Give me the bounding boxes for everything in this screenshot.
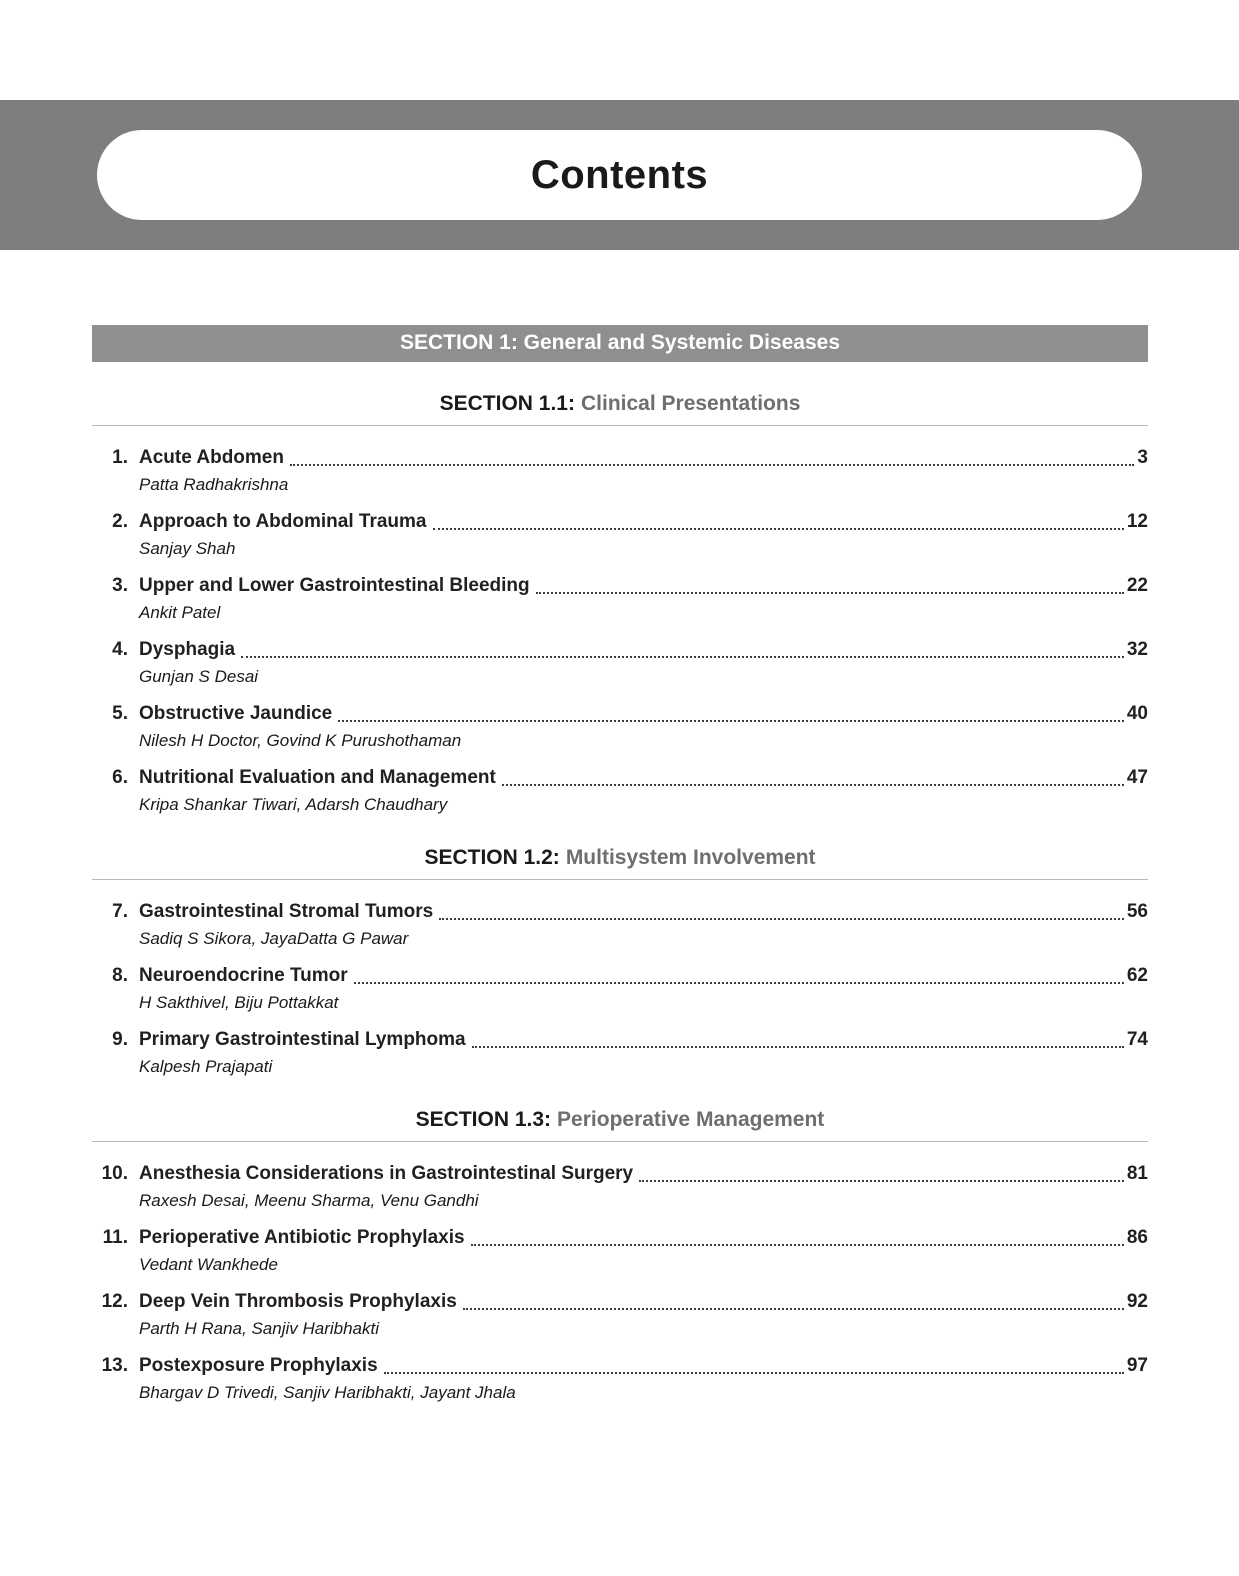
entry-page-number: 86 (1126, 1227, 1148, 1248)
entry-authors: Kripa Shankar Tiwari, Adarsh Chaudhary (139, 795, 448, 814)
entry-title: Approach to Abdominal Trauma (139, 511, 427, 532)
entry-line (92, 1226, 1148, 1250)
page-title: Contents (530, 152, 709, 197)
entry-page-number: 92 (1126, 1291, 1148, 1312)
entry-number: 8. (112, 965, 128, 986)
toc-entry (92, 574, 1148, 624)
toc-entry (92, 1226, 1148, 1276)
title-pill (97, 130, 1142, 220)
entry-page-number: 3 (1137, 447, 1148, 468)
entry-authors: Patta Radhakrishna (139, 475, 289, 494)
entry-number: 9. (112, 1029, 128, 1050)
entry-authors: Vedant Wankhede (139, 1255, 278, 1274)
entry-authors: Sanjay Shah (139, 539, 236, 558)
entry-authors: Raxesh Desai, Meenu Sharma, Venu Gandhi (139, 1191, 479, 1210)
entry-title: Primary Gastrointestinal Lymphoma (139, 1029, 466, 1050)
toc-entry (92, 638, 1148, 688)
entry-page-number: 12 (1126, 511, 1148, 532)
dot-leader (384, 1372, 1124, 1374)
dot-leader (354, 982, 1124, 984)
entry-authors: Nilesh H Doctor, Govind K Purushothaman (139, 731, 462, 750)
dot-leader (463, 1308, 1124, 1310)
entry-title: Perioperative Antibiotic Prophylaxis (139, 1227, 465, 1248)
entry-page-number: 81 (1126, 1163, 1148, 1184)
entry-number: 11. (102, 1227, 128, 1248)
subsection-heading-1-1 (92, 392, 1148, 426)
entry-title: Postexposure Prophylaxis (139, 1355, 378, 1376)
entry-title: Obstructive Jaundice (139, 703, 333, 724)
subsection-label: SECTION 1.3: (415, 1108, 552, 1131)
entry-page-number: 47 (1126, 767, 1148, 788)
subsection-label: SECTION 1.1: (439, 392, 575, 415)
entry-title: Nutritional Evaluation and Management (139, 767, 496, 788)
entry-number: 6. (112, 767, 128, 788)
entry-line (92, 1162, 1148, 1186)
entry-number: 10. (101, 1163, 128, 1184)
dot-leader (536, 592, 1124, 594)
dot-leader (502, 784, 1124, 786)
entry-authors: Bhargav D Trivedi, Sanjiv Haribhakti, Jayant Jhala (139, 1383, 516, 1402)
entry-line (92, 702, 1148, 726)
entry-page-number: 62 (1126, 965, 1148, 986)
toc-entry (92, 964, 1148, 1014)
entry-line (92, 766, 1148, 790)
entry-title: Anesthesia Considerations in Gastrointestinal Surgery (139, 1163, 634, 1184)
dot-leader (471, 1244, 1124, 1246)
entry-number: 4. (112, 639, 128, 660)
toc-entry (92, 446, 1148, 496)
toc-entry (92, 510, 1148, 560)
header-band (0, 100, 1239, 250)
dot-leader (290, 464, 1134, 466)
subsection-heading-1-2 (92, 846, 1148, 880)
toc-content (92, 325, 1148, 1418)
dot-leader (472, 1046, 1124, 1048)
dot-leader (639, 1180, 1124, 1182)
entry-title: Gastrointestinal Stromal Tumors (139, 901, 434, 922)
entry-number: 3. (112, 575, 128, 596)
entry-line (92, 964, 1148, 988)
toc-entry (92, 1028, 1148, 1078)
entry-authors: Parth H Rana, Sanjiv Haribhakti (139, 1319, 380, 1338)
subsection-name: Clinical Presentations (580, 392, 801, 415)
toc-entry (92, 766, 1148, 816)
entry-number: 12. (101, 1291, 128, 1312)
entries-section-1-2 (92, 900, 1148, 1078)
entry-line (92, 1290, 1148, 1314)
toc-entry (92, 702, 1148, 752)
entry-page-number: 32 (1126, 639, 1148, 660)
toc-entry (92, 1354, 1148, 1404)
entry-line (92, 510, 1148, 534)
entry-line (92, 574, 1148, 598)
entries-section-1-3 (92, 1162, 1148, 1404)
entry-page-number: 22 (1126, 575, 1148, 596)
entry-page-number: 97 (1126, 1355, 1148, 1376)
subsection-name: Multisystem Involvement (565, 846, 816, 869)
dot-leader (241, 656, 1124, 658)
entry-page-number: 40 (1126, 703, 1148, 724)
entry-line (92, 638, 1148, 662)
entry-page-number: 74 (1126, 1029, 1148, 1050)
dot-leader (439, 918, 1124, 920)
dot-leader (433, 528, 1124, 530)
dot-leader (338, 720, 1124, 722)
entry-number: 5. (112, 703, 128, 724)
entry-number: 7. (112, 901, 128, 922)
entry-authors: Ankit Patel (139, 603, 221, 622)
entry-line (92, 446, 1148, 470)
entry-authors: Sadiq S Sikora, JayaDatta G Pawar (139, 929, 409, 948)
subsection-name: Perioperative Management (557, 1108, 825, 1131)
entry-title: Dysphagia (139, 639, 236, 660)
entry-line (92, 1354, 1148, 1378)
entry-title: Neuroendocrine Tumor (139, 965, 348, 986)
toc-entry (92, 1290, 1148, 1340)
subsection-label: SECTION 1.2: (424, 846, 560, 869)
entry-page-number: 56 (1126, 901, 1148, 922)
toc-entry (92, 900, 1148, 950)
entry-title: Acute Abdomen (139, 447, 284, 468)
entry-title: Upper and Lower Gastrointestinal Bleeding (139, 575, 530, 596)
entries-section-1-1 (92, 446, 1148, 816)
entry-line (92, 900, 1148, 924)
toc-entry (92, 1162, 1148, 1212)
section-banner: SECTION 1: General and Systemic Diseases (92, 325, 1148, 362)
entry-authors: Kalpesh Prajapati (139, 1057, 273, 1076)
entry-authors: H Sakthivel, Biju Pottakkat (139, 993, 339, 1012)
subsection-heading-1-3 (92, 1108, 1148, 1142)
entry-number: 2. (112, 511, 128, 532)
entry-number: 13. (101, 1355, 128, 1376)
entry-number: 1. (112, 447, 128, 468)
entry-title: Deep Vein Thrombosis Prophylaxis (139, 1291, 457, 1312)
entry-authors: Gunjan S Desai (139, 667, 259, 686)
entry-line (92, 1028, 1148, 1052)
